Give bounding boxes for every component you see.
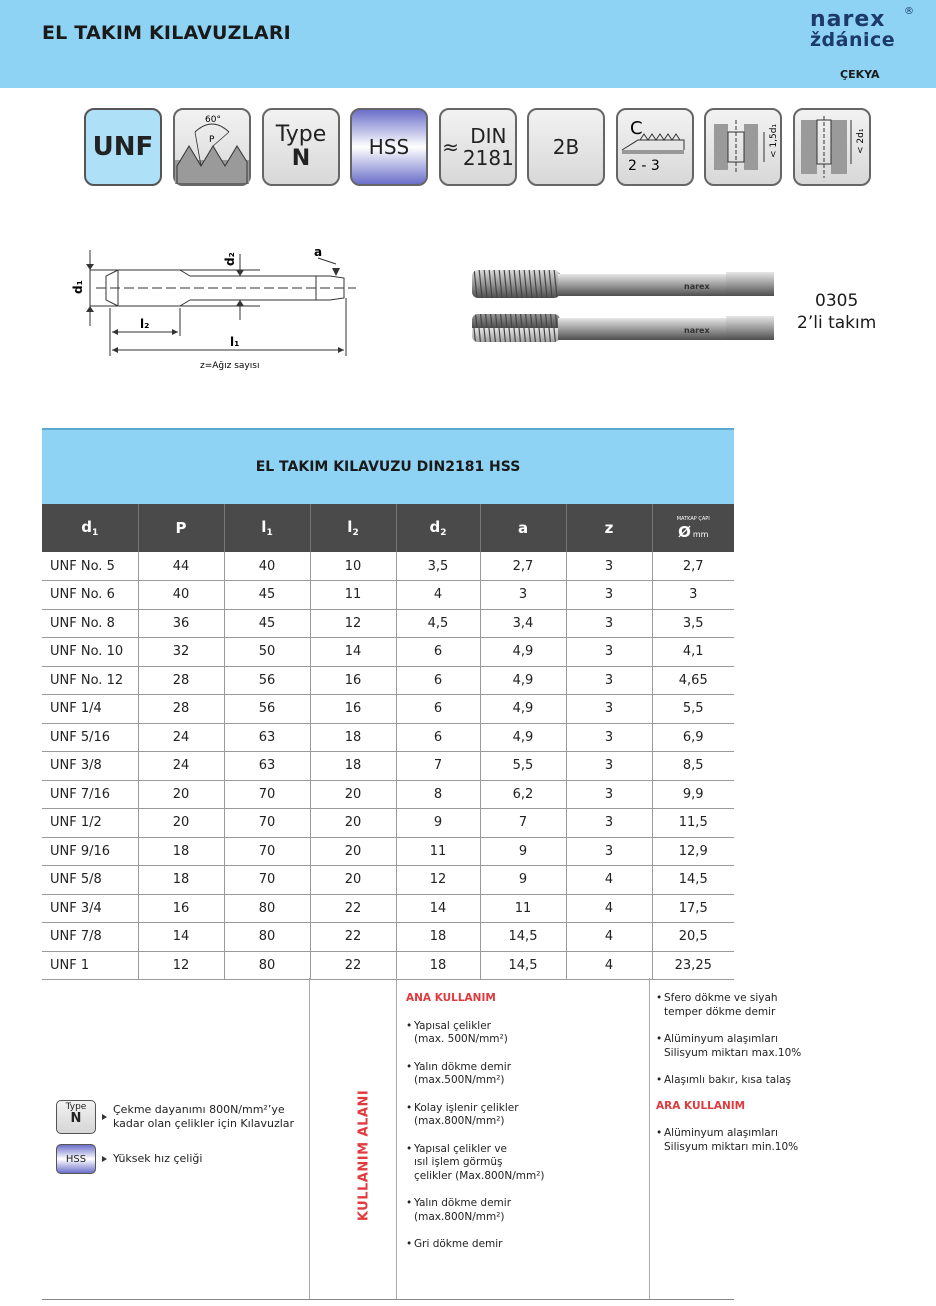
usage-item: • Yapısal çelikler (max. 500N/mm²) <box>406 1020 646 1047</box>
table-cell: 9 <box>396 809 480 838</box>
secondary-usage-column <box>656 992 826 1168</box>
table-cell: UNF 5/8 <box>42 866 138 895</box>
table-cell: 8 <box>396 780 480 809</box>
table-cell: 8,5 <box>652 752 734 781</box>
table-cell: 18 <box>310 723 396 752</box>
page-header <box>0 0 936 88</box>
badge-thread-profile <box>173 108 251 186</box>
table-cell: 9 <box>480 866 566 895</box>
hss-label: HSS <box>368 135 410 159</box>
header-main: Ø <box>678 523 691 541</box>
table-cell: 4,1 <box>652 638 734 667</box>
narex-logo <box>810 6 914 81</box>
table-cell: 2,7 <box>652 552 734 581</box>
product-photo <box>468 268 780 348</box>
table-cell: UNF No. 6 <box>42 581 138 610</box>
badge-type <box>262 108 340 186</box>
main-usage-column <box>406 992 646 1266</box>
table-cell: 11 <box>480 894 566 923</box>
table-cell: 40 <box>138 581 224 610</box>
table-cell: 2,7 <box>480 552 566 581</box>
table-row <box>42 552 734 581</box>
chamfer-letter: C <box>630 118 643 139</box>
divider <box>649 978 650 1299</box>
badge-through-hole <box>793 108 871 186</box>
table-cell: 16 <box>310 695 396 724</box>
secondary-usage-title: ARA KULLANIM <box>656 1099 746 1112</box>
table-row <box>42 723 734 752</box>
table-cell: 20 <box>310 866 396 895</box>
drill-diameter-label <box>653 523 735 541</box>
table-cell: 4,65 <box>652 666 734 695</box>
badge-unf-label: UNF <box>92 132 154 162</box>
table-cell: 22 <box>310 951 396 980</box>
table-row <box>42 666 734 695</box>
table-cell: 28 <box>138 695 224 724</box>
logo-line2: ždánice <box>810 29 896 51</box>
chamfer-value: 2 - 3 <box>628 158 660 174</box>
table-cell: 18 <box>138 837 224 866</box>
table-header-cell <box>652 504 734 552</box>
table-cell: 36 <box>138 609 224 638</box>
table-cell: 40 <box>224 552 310 581</box>
table-cell: 22 <box>310 923 396 952</box>
pitch-label: P <box>209 135 215 145</box>
table-cell: 20 <box>138 809 224 838</box>
table-cell: 6 <box>396 695 480 724</box>
legend-hss-badge: HSS <box>56 1144 96 1174</box>
table-cell: 4 <box>566 866 652 895</box>
table-cell: 3 <box>566 809 652 838</box>
table-row <box>42 581 734 610</box>
table-cell: 3 <box>566 638 652 667</box>
table-header-cell <box>42 504 138 552</box>
table-cell: 14,5 <box>480 923 566 952</box>
badge-din <box>439 108 517 186</box>
product-set: 2’li takım <box>797 313 877 333</box>
chamfer-icon <box>618 110 692 184</box>
table-cell: UNF 1 <box>42 951 138 980</box>
din-number: 2181 <box>462 146 514 170</box>
table-cell: 20 <box>138 780 224 809</box>
table-cell: 63 <box>224 752 310 781</box>
table-row <box>42 866 734 895</box>
table-cell: 3 <box>566 837 652 866</box>
tolerance-label: 2B <box>552 135 580 159</box>
table-row <box>42 609 734 638</box>
table-cell: 14 <box>138 923 224 952</box>
table-cell: 70 <box>224 780 310 809</box>
badge-hss <box>350 108 428 186</box>
table-cell: 12 <box>138 951 224 980</box>
header-sub: 2 <box>352 528 359 538</box>
badge-unf <box>84 108 162 186</box>
table-cell: 56 <box>224 666 310 695</box>
blind-hole-icon <box>706 110 780 184</box>
label-l1: l₁ <box>230 335 240 349</box>
table-cell: UNF 7/8 <box>42 923 138 952</box>
usage-item: • Yalın dökme demir (max.500N/mm²) <box>406 1061 646 1088</box>
table-cell: 56 <box>224 695 310 724</box>
label-a: a <box>314 245 323 259</box>
table-row <box>42 894 734 923</box>
table-cell: 4,9 <box>480 723 566 752</box>
table-header-cell <box>396 504 480 552</box>
usage-item: • Kolay işlenir çelikler (max.800N/mm²) <box>406 1102 646 1129</box>
usage-item: • Gri dökme demir <box>406 1238 646 1252</box>
din-approx: ≈ <box>442 135 459 159</box>
logo-line1: narex <box>810 7 886 32</box>
tap-2-brand: narex <box>684 326 710 335</box>
angle-label: 60° <box>205 115 221 125</box>
label-d2: d₂ <box>223 252 237 266</box>
table-header-cell <box>566 504 652 552</box>
table-cell: 3 <box>566 581 652 610</box>
table-cell: 14,5 <box>480 951 566 980</box>
page-title: EL TAKIM KILAVUZLARI <box>42 22 291 44</box>
table-cell: 24 <box>138 723 224 752</box>
table-body <box>42 552 734 980</box>
table-header-row <box>42 504 734 552</box>
table-cell: UNF 1/4 <box>42 695 138 724</box>
table-cell: 80 <box>224 951 310 980</box>
table-cell: 80 <box>224 923 310 952</box>
table-cell: 11 <box>310 581 396 610</box>
table-cell: 3,5 <box>396 552 480 581</box>
label-d1: d₁ <box>71 280 85 294</box>
tap-1-brand: narex <box>684 282 710 291</box>
tap-2 <box>472 314 774 342</box>
table-cell: 3 <box>652 581 734 610</box>
table-cell: 10 <box>310 552 396 581</box>
header-sub: 2 <box>440 528 447 538</box>
badge-blind-hole <box>704 108 782 186</box>
table-cell: 3 <box>566 780 652 809</box>
table-cell: 3 <box>566 752 652 781</box>
table-cell: UNF No. 8 <box>42 609 138 638</box>
legend-type-badge <box>56 1100 96 1134</box>
table-cell: 4 <box>566 894 652 923</box>
table-cell: 7 <box>480 809 566 838</box>
table-cell: 6 <box>396 723 480 752</box>
table-row <box>42 837 734 866</box>
usage-vertical-text: KULLANIM ALANI <box>356 1089 372 1222</box>
table-cell: 3 <box>566 695 652 724</box>
table-cell: 28 <box>138 666 224 695</box>
table-cell: 4,9 <box>480 695 566 724</box>
table-cell: 44 <box>138 552 224 581</box>
header-main: l <box>261 518 267 536</box>
table-cell: 24 <box>138 752 224 781</box>
table-cell: 20 <box>310 780 396 809</box>
table-cell: UNF 5/16 <box>42 723 138 752</box>
table-cell: 6 <box>396 638 480 667</box>
table-cell: 7 <box>396 752 480 781</box>
din-label: DIN <box>470 124 507 148</box>
tap-1 <box>472 270 774 298</box>
table-cell: 14,5 <box>652 866 734 895</box>
table-cell: 3 <box>566 666 652 695</box>
legend-hss <box>56 1144 202 1174</box>
header-main: a <box>517 519 529 537</box>
table-header-cell <box>224 504 310 552</box>
table-title: EL TAKIM KILAVUZU DIN2181 HSS <box>42 428 734 504</box>
table-cell: UNF No. 10 <box>42 638 138 667</box>
usage-vertical-label <box>354 1088 374 1238</box>
table-cell: 18 <box>310 752 396 781</box>
table-cell: 3 <box>566 552 652 581</box>
logo-registered: ® <box>904 6 914 17</box>
table-cell: 4 <box>566 951 652 980</box>
table-cell: 16 <box>138 894 224 923</box>
table-cell: 45 <box>224 581 310 610</box>
table-cell: 4,5 <box>396 609 480 638</box>
main-usage-title: ANA KULLANIM <box>406 992 496 1004</box>
table-cell: 70 <box>224 866 310 895</box>
table-row <box>42 809 734 838</box>
through-hole-icon <box>795 110 869 184</box>
drawing-caption: z=Ağız sayısı <box>200 361 260 371</box>
table-cell: 17,5 <box>652 894 734 923</box>
blind-hole-label: < 1,5d₁ <box>769 123 779 158</box>
legend-type-text: Çekme dayanımı 800N/mm²’ye kadar olan çelikler için Kılavuzlar <box>113 1103 295 1130</box>
product-code-block <box>797 290 876 334</box>
table-cell: UNF 3/8 <box>42 752 138 781</box>
table-cell: 5,5 <box>480 752 566 781</box>
table-cell: UNF 1/2 <box>42 809 138 838</box>
table-cell: 6,2 <box>480 780 566 809</box>
table-row <box>42 923 734 952</box>
usage-item: • Alüminyum alaşımları Silisyum miktarı max.10% <box>656 1033 826 1060</box>
usage-section <box>42 978 802 1300</box>
table-cell: 14 <box>310 638 396 667</box>
table-header-cell <box>480 504 566 552</box>
table-cell: 4 <box>566 923 652 952</box>
table-cell: 80 <box>224 894 310 923</box>
table-cell: 20 <box>310 837 396 866</box>
table-cell: 16 <box>310 666 396 695</box>
table-cell: 3 <box>480 581 566 610</box>
table-cell: 11,5 <box>652 809 734 838</box>
table-cell: 32 <box>138 638 224 667</box>
through-hole-label: < 2d₁ <box>856 128 866 154</box>
table-cell: 9,9 <box>652 780 734 809</box>
product-code: 0305 <box>815 291 859 311</box>
header-sub: 1 <box>266 528 273 538</box>
table-cell: UNF 7/16 <box>42 780 138 809</box>
badge-chamfer <box>616 108 694 186</box>
table-cell: 5,5 <box>652 695 734 724</box>
divider <box>396 978 397 1299</box>
table-cell: 9 <box>480 837 566 866</box>
table-cell: UNF No. 5 <box>42 552 138 581</box>
table-cell: 6,9 <box>652 723 734 752</box>
table-cell: 4,9 <box>480 638 566 667</box>
table-cell: 63 <box>224 723 310 752</box>
table-cell: 4,9 <box>480 666 566 695</box>
table-cell: UNF No. 12 <box>42 666 138 695</box>
table-cell: UNF 9/16 <box>42 837 138 866</box>
type-value: N <box>291 146 311 171</box>
divider <box>309 978 310 1299</box>
table-cell: 3 <box>566 609 652 638</box>
table-cell: 45 <box>224 609 310 638</box>
table-cell: 70 <box>224 837 310 866</box>
table-cell: 18 <box>138 866 224 895</box>
usage-item: • Yalın dökme demir (max.800N/mm²) <box>406 1197 646 1224</box>
table-cell: 70 <box>224 809 310 838</box>
table-cell: 12 <box>396 866 480 895</box>
badge-tolerance <box>527 108 605 186</box>
table-cell: 18 <box>396 951 480 980</box>
label-l2: l₂ <box>140 317 150 331</box>
table-row <box>42 695 734 724</box>
table-cell: 6 <box>396 666 480 695</box>
table-row <box>42 638 734 667</box>
table-cell: 12 <box>310 609 396 638</box>
header-main: d <box>81 518 92 536</box>
usage-item: • Alüminyum alaşımları Silisyum miktarı min.10% <box>656 1127 826 1154</box>
header-main: d <box>429 518 441 536</box>
header-sub: 1 <box>91 528 99 538</box>
table-row <box>42 951 734 980</box>
table-cell: 3 <box>566 723 652 752</box>
legend-type-big: N <box>70 1111 82 1126</box>
table-cell: 12,9 <box>652 837 734 866</box>
table-cell: 20 <box>310 809 396 838</box>
usage-item: • Yapısal çelikler ve ısıl işlem görmüş çelikler (Max.800N/mm²) <box>406 1143 646 1184</box>
header-main: l <box>347 518 353 536</box>
table-cell: 3,4 <box>480 609 566 638</box>
arrow-icon <box>102 1156 107 1162</box>
table-row <box>42 780 734 809</box>
legend-type <box>56 1100 294 1134</box>
table-cell: 11 <box>396 837 480 866</box>
thread-profile-icon <box>175 110 249 184</box>
table-cell: UNF 3/4 <box>42 894 138 923</box>
drill-header-small: MATKAP ÇAPI <box>676 516 710 522</box>
legend-type-small: Type <box>65 1102 87 1112</box>
table-header-cell <box>138 504 224 552</box>
header-main: P <box>175 519 187 537</box>
usage-item: • Alaşımlı bakır, kısa talaş <box>656 1074 826 1088</box>
table-cell: 18 <box>396 923 480 952</box>
table-cell: 3,5 <box>652 609 734 638</box>
table-header-cell <box>310 504 396 552</box>
table-cell: 20,5 <box>652 923 734 952</box>
arrow-icon <box>102 1114 107 1120</box>
header-main: z <box>604 519 614 537</box>
type-label: Type <box>275 122 327 147</box>
spec-table <box>42 504 734 980</box>
country-label: ÇEKYA <box>840 68 880 81</box>
table-cell: 14 <box>396 894 480 923</box>
legend-hss-text: Yüksek hız çeliği <box>113 1152 203 1165</box>
table-cell: 4 <box>396 581 480 610</box>
table-cell: 50 <box>224 638 310 667</box>
table-cell: 23,25 <box>652 951 734 980</box>
table-row <box>42 752 734 781</box>
table-cell: 22 <box>310 894 396 923</box>
tap-drawing <box>60 236 380 376</box>
header-sub: mm <box>692 530 709 539</box>
usage-item: • Sfero dökme ve siyah temper dökme demir <box>656 992 826 1019</box>
